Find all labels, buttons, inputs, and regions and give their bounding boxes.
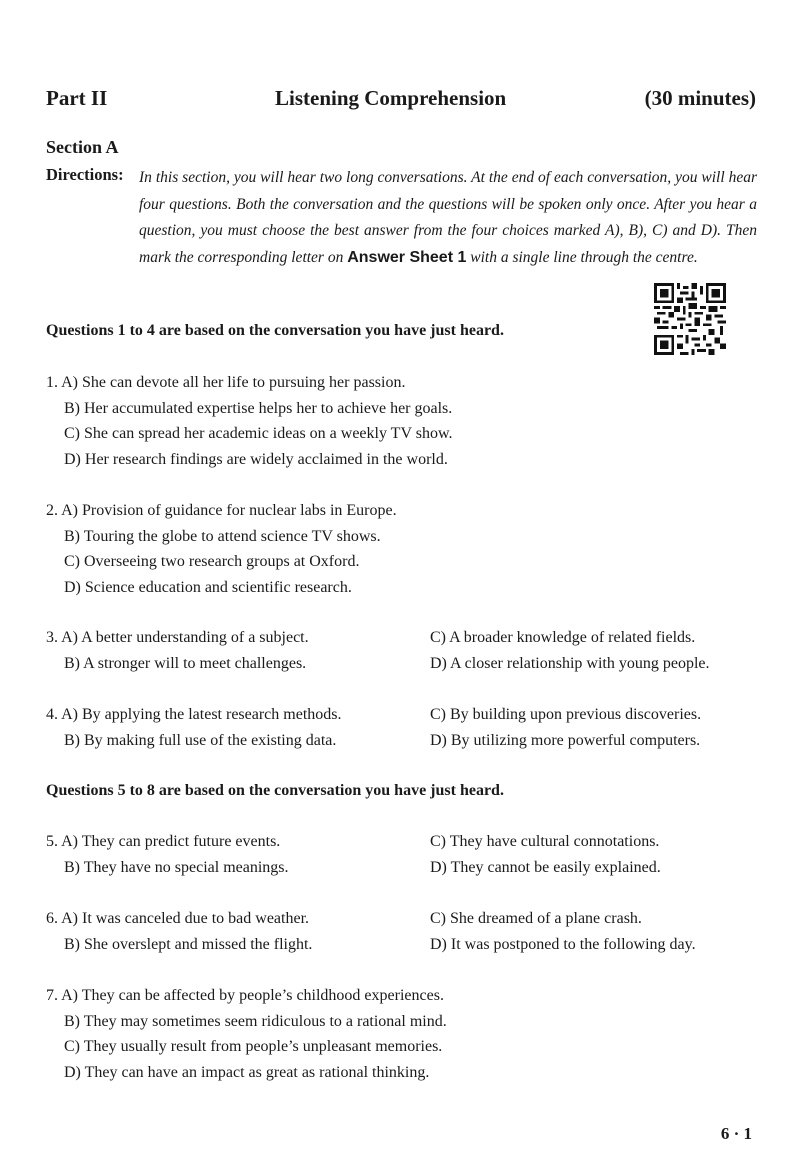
question-number: 2. xyxy=(46,502,58,519)
part-label: Part II xyxy=(46,86,108,110)
question-5 xyxy=(46,829,756,880)
time-limit: (30 minutes) xyxy=(644,86,756,110)
option-d: D) They cannot be easily explained. xyxy=(430,858,661,876)
option-a: A) She can devote all her life to pursuing her passion. xyxy=(61,374,406,391)
page-number: 6 · 1 xyxy=(720,1124,752,1143)
directions-body-end: with a single line through the centre. xyxy=(466,248,698,266)
option-b: B) Her accumulated expertise helps her to achieve her goals. xyxy=(64,399,453,417)
option-d: D) By utilizing more powerful computers. xyxy=(430,731,701,749)
option-d: D) It was postponed to the following day. xyxy=(430,935,696,953)
option-a: A) A better understanding of a subject. xyxy=(61,629,309,646)
directions-body: In this section, you will hear two long conversations. At the end of each conversation, you will hear four questions. Both the conversation and the questions will be spoken only once. After you hear a question, you must choose the best answer from the four choices marked A), B), C) and D). Then mark the corresponding letter on xyxy=(139,169,757,266)
question-number: 1. xyxy=(46,374,58,391)
option-b: B) They have no special meanings. xyxy=(64,858,289,876)
question-3 xyxy=(46,625,756,676)
option-a: A) They can predict future events. xyxy=(61,833,281,850)
group-heading-2: Questions 5 to 8 are based on the conversation you have just heard. xyxy=(46,782,504,799)
answer-sheet-label: Answer Sheet 1 xyxy=(347,248,467,266)
option-d: D) Her research findings are widely acclaimed in the world. xyxy=(64,450,448,468)
option-c: C) A broader knowledge of related fields. xyxy=(430,629,696,646)
question-number: 6. xyxy=(46,910,58,927)
question-1 xyxy=(46,370,452,472)
option-d: D) Science education and scientific research. xyxy=(64,578,352,596)
option-c: C) They usually result from people’s unpleasant memories. xyxy=(64,1038,443,1055)
option-a: A) They can be affected by people’s childhood experiences. xyxy=(61,987,444,1004)
question-number: 5. xyxy=(46,833,58,850)
option-a: A) By applying the latest research methods. xyxy=(61,706,342,723)
question-4 xyxy=(46,702,756,753)
option-c: C) Overseeing two research groups at Oxford. xyxy=(64,553,360,570)
question-2 xyxy=(46,498,397,600)
option-b: B) They may sometimes seem ridiculous to a rational mind. xyxy=(64,1012,447,1030)
option-a: A) Provision of guidance for nuclear labs in Europe. xyxy=(61,502,397,519)
option-c: C) She dreamed of a plane crash. xyxy=(430,910,642,927)
qr-code-icon xyxy=(651,283,729,355)
question-6 xyxy=(46,906,756,957)
option-c: C) They have cultural connotations. xyxy=(430,833,660,850)
part-header xyxy=(46,86,756,116)
question-number: 7. xyxy=(46,987,58,1004)
option-c: C) She can spread her academic ideas on a weekly TV show. xyxy=(64,425,453,442)
option-d: D) A closer relationship with young people. xyxy=(430,654,710,672)
option-b: B) Touring the globe to attend science TV shows. xyxy=(64,527,381,545)
option-c: C) By building upon previous discoveries. xyxy=(430,706,702,723)
directions-label: Directions: xyxy=(46,165,124,184)
question-number: 4. xyxy=(46,706,58,723)
group-heading-1: Questions 1 to 4 are based on the conversation you have just heard. xyxy=(46,322,504,339)
option-b: B) A stronger will to meet challenges. xyxy=(64,654,307,672)
option-d: D) They can have an impact as great as rational thinking. xyxy=(64,1063,430,1081)
option-b: B) By making full use of the existing data. xyxy=(64,731,337,749)
question-number: 3. xyxy=(46,629,58,646)
part-title: Listening Comprehension xyxy=(275,86,507,110)
option-b: B) She overslept and missed the flight. xyxy=(64,935,313,953)
section-title: Section A xyxy=(46,137,119,157)
option-a: A) It was canceled due to bad weather. xyxy=(61,910,310,927)
directions-text xyxy=(139,165,757,271)
question-7 xyxy=(46,983,447,1085)
